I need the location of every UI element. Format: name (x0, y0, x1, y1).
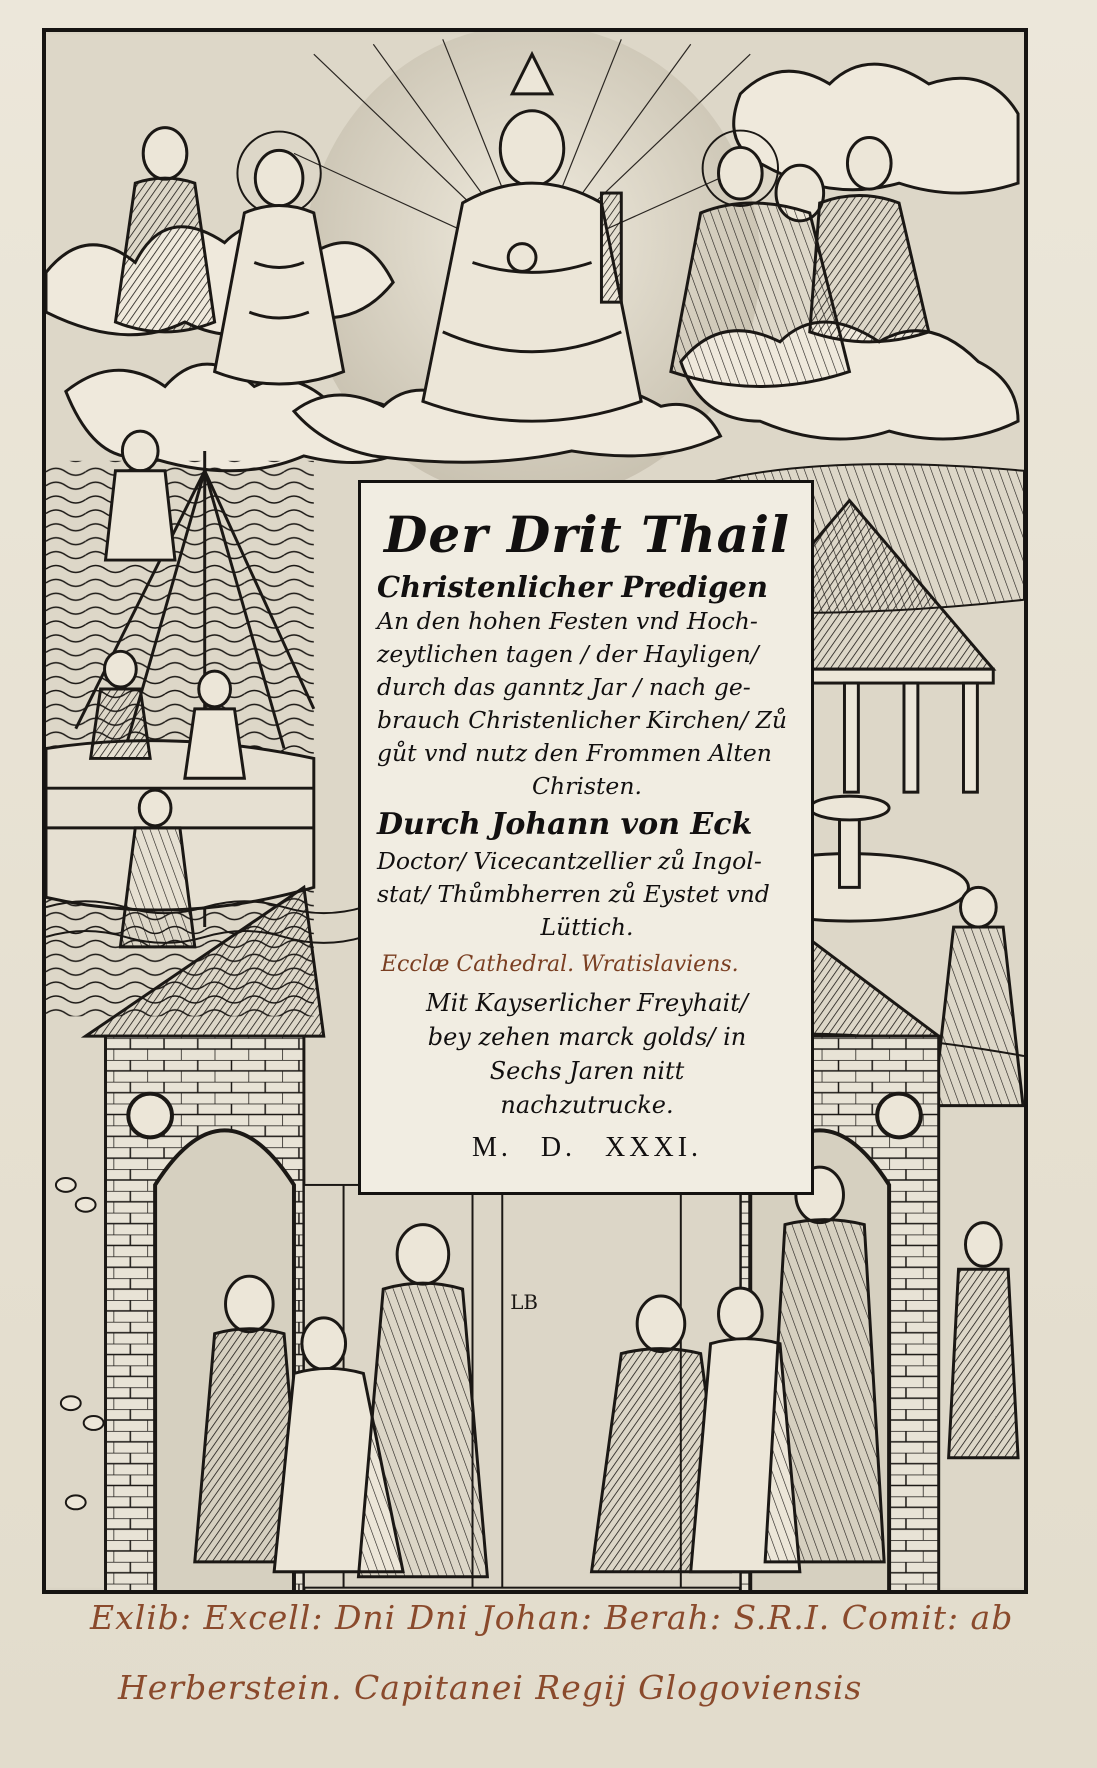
title-text-panel (358, 480, 814, 1195)
woodcut-illustration-border (42, 28, 1028, 1594)
body-line: brauch Christenlicher Kirchen/ Zů (377, 706, 788, 734)
title-subtitle: Christenlicher Predigen (377, 570, 768, 604)
author-detail-line: stat/ Thůmbherren zů Eystet vnd (377, 880, 770, 908)
publication-year: M. D. XXXI. (471, 1132, 703, 1163)
manuscript-inscription: Ecclæ Cathedral. Wratislaviens. (381, 952, 739, 977)
privilege-line: nachzutrucke. (500, 1091, 674, 1119)
body-line: Christen. (532, 772, 642, 800)
author-detail-line: Doctor/ Vicecantzellier zů Ingol- (377, 847, 762, 875)
body-line: zeytlichen tagen / der Hayligen/ (377, 640, 759, 668)
privilege-line: bey zehen marck golds/ in (427, 1023, 747, 1051)
provenance-note-line-1: Exlib: Excell: Dni Dni Johan: Berah: S.R.I. Comit: ab (90, 1598, 1014, 1637)
body-line: gůt vnd nutz den Frommen Alten (377, 739, 772, 767)
body-line: An den hohen Festen vnd Hoch- (377, 607, 758, 635)
author-line: Durch Johann von Eck (377, 807, 753, 842)
body-line: durch das ganntz Jar / nach ge- (377, 673, 751, 701)
author-detail-line: Lüttich. (540, 913, 634, 941)
privilege-line: Sechs Jaren nitt (489, 1057, 685, 1085)
provenance-note-line-2: Herberstein. Capitanei Regij Glogoviensis (118, 1668, 863, 1707)
title-heading: Der Drit Thail (383, 505, 791, 564)
woodcut-monogram: LB (510, 1290, 538, 1314)
privilege-line: Mit Kayserlicher Freyhait/ (426, 989, 748, 1017)
